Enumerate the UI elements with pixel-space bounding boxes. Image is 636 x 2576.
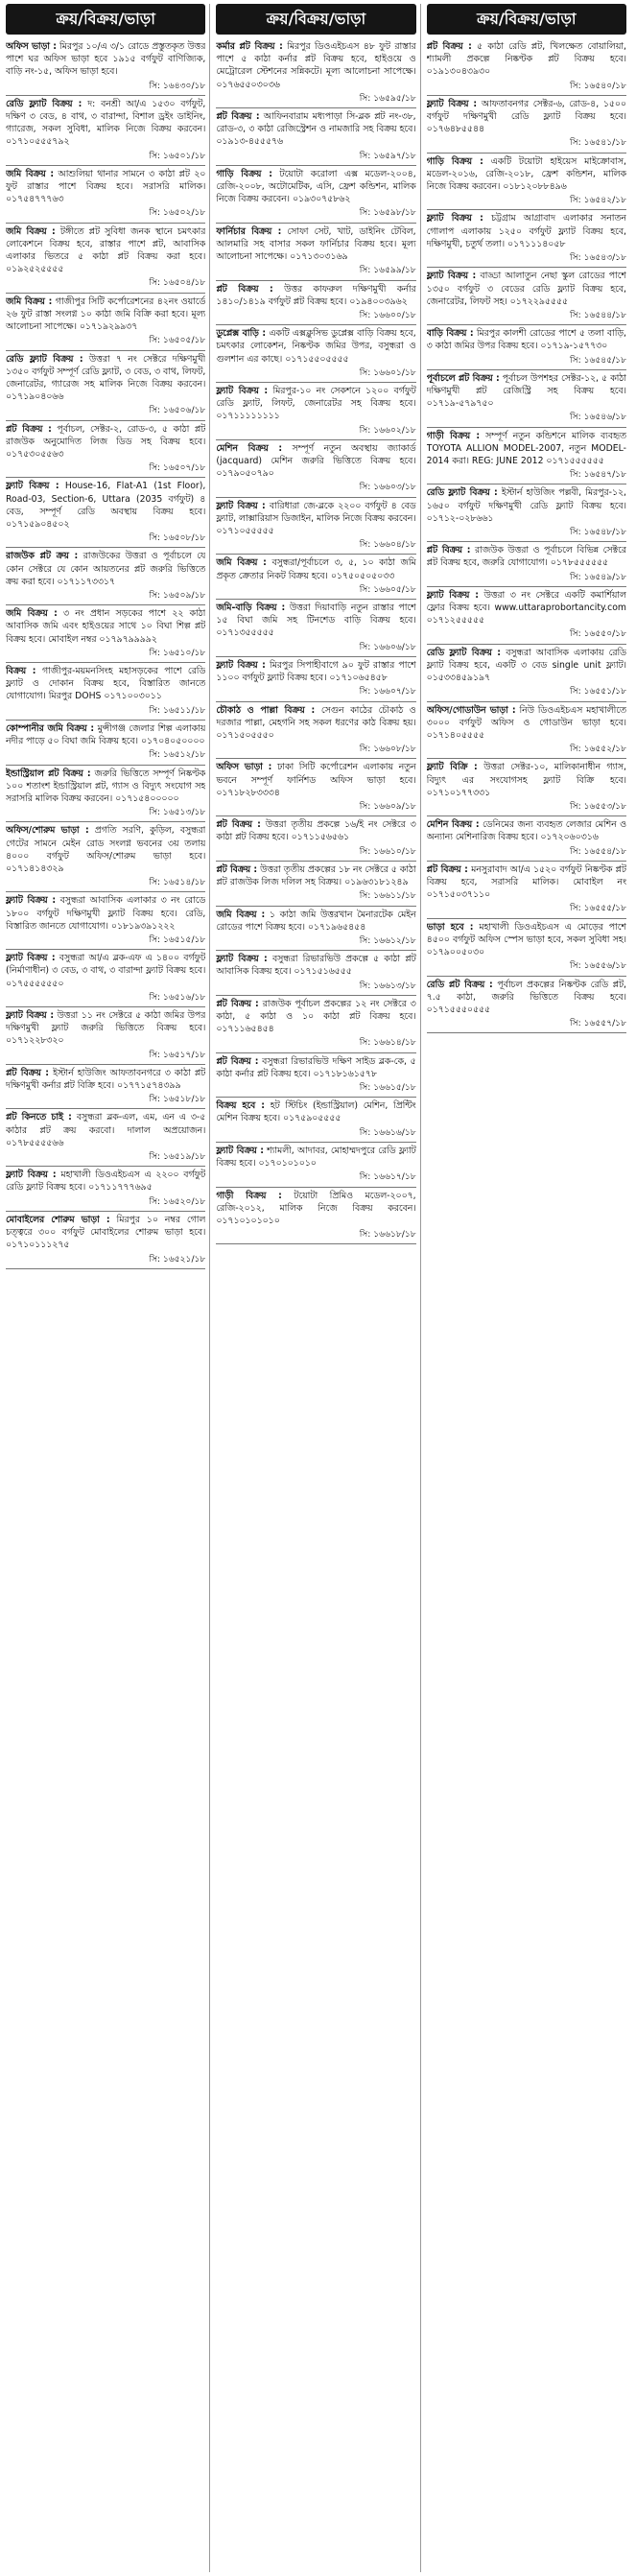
- ad-text: উত্তরা সেক্টর-১০, মালিকানাধীন গ্যাস, বিদ্যুৎ এর সংযোগসহ ফ্ল্যাট বিক্রি হবে। ০১৭১০১৭৭৩৩১: [426, 762, 626, 798]
- ad-code: সি: ১৬৬০০/১৮: [216, 309, 415, 325]
- ad-code: সি: ১৬৫৪০/১৮: [427, 80, 626, 96]
- ad-code: সি: ১৬৫১৩/১৮: [6, 806, 205, 822]
- ad-text: টঙ্গীতে প্লট সুবিধা জনক স্থানে চমৎকার লোকেশনে বিক্রয় হবে, রাস্তার পাশে প্লট, আবাসিক এলাকার ভিতরে ৫ কাঠা প্লট বিক্রয় করা হবে। ০১৯২৫২৫৫৫৫: [6, 225, 206, 275]
- ad-text: বারিধারা জে-ব্লকে ২২০০ বর্গফুট ৪ বেড ফ্ল্যাট, লাক্সারিয়াস ডিজাইন, মালিক নিজে বিক্রয় করবেন। ০১৭১০৫৫৫৫৫: [216, 500, 416, 536]
- ad-code: সি: ১৬৫৪৪/১৮: [427, 309, 626, 325]
- ad-text: উত্তরা দিয়াবাড়ি নতুন রাস্তার পাশে ১৫ বিঘা জমি সহ টিনশেড বাড়ি বিক্রয় হবে। ০১৭১৩৫৫৫৫৫: [216, 603, 416, 639]
- ad-category: ফার্নিচার বিক্রয় :: [216, 225, 282, 237]
- ad-code: সি: ১৬৫১৮/১৮: [6, 1093, 205, 1109]
- classified-ad: [216, 108, 415, 150]
- column-1-ads: [6, 38, 205, 2572]
- ad-code: সি: ১৬৬০৬/১৮: [216, 641, 415, 657]
- classified-ad: [216, 816, 415, 844]
- ad-code: সি: ১৬৬০৭/১৮: [216, 685, 415, 701]
- ad-category: ইন্ডাস্ট্রিয়াল প্লট বিক্রয় :: [6, 768, 91, 779]
- ad-text: চট্টগ্রাম আগ্রাবাদ এলাকার সনাতন গোলাপ এলাকায় ১২৫০ বর্গফুট ফ্ল্যাট বিক্রয় হবে, দক্ষিণমুখী, চতুর্থ তলা। ০১৭১১১৪০৫৮: [426, 213, 626, 249]
- ad-text: রাজউক উত্তরা ও পূর্বাচলে বিভিন্ন সেক্টরে প্লট বিক্রয় হবে, জরুরি যোগাযোগ। ০১৭৮৫৫৫৫৫৫: [426, 545, 626, 569]
- ad-category: রেডি প্লট বিক্রয় :: [426, 979, 493, 990]
- ad-category: ফ্ল্যাট বিক্রয় :: [6, 1010, 55, 1021]
- classified-ad: [427, 325, 626, 353]
- classified-ad: [427, 428, 626, 469]
- classified-ad: [427, 919, 626, 960]
- ad-code: সি: ১৬৬০৩/১৮: [216, 481, 415, 497]
- ad-category: ফ্ল্যাট বিক্রয় :: [216, 659, 266, 671]
- ad-code: সি: ১৬৫৫৩/১৮: [427, 800, 626, 816]
- ad-code: সি: ১৬৬০২/১৮: [216, 424, 415, 440]
- ad-category: ফ্ল্যাট বিক্রয় :: [426, 271, 477, 282]
- ad-text: বসুন্ধরা রিভারভিউ প্রকল্পে ৫ কাঠা প্লট আবাসিক বিক্রয় হবে। ০১৭১৫১৬৫৫৫: [216, 954, 416, 978]
- classified-ad: [6, 38, 205, 80]
- classified-ad: [427, 154, 626, 195]
- ad-text: পূর্বাচল, সেক্টর-২, রোড-৩, ৫ কাঠা প্লট রাজউক অনুমোদিত লিজ ডিড সহ বিক্রয় হবে। ০১৭৫৩০৫৫৬৩: [6, 423, 206, 460]
- ad-code: সি: ১৬৬১০/১৮: [216, 845, 415, 862]
- ad-category: ফ্ল্যাট বিক্রয় :: [6, 953, 56, 964]
- ad-text: সম্পূর্ণ নতুন কন্ডিশনে মালিক ব্যবহৃত TOYOTA ALLION MODEL-2007, নতুন MODEL-2014 করা। REG: JUNE 2012 ০১৭১৫৫৫৫৫৫: [426, 430, 626, 466]
- ad-category: জমি বিক্রয় :: [6, 295, 53, 307]
- column-1: [6, 4, 210, 2572]
- classified-ad: [427, 587, 626, 628]
- classified-ad: [216, 1098, 415, 1125]
- ad-code: সি: ১৬৫৫৭/১৮: [427, 1017, 626, 1033]
- ad-code: সি: ১৬৬০১/১৮: [216, 366, 415, 383]
- column-2-header: ক্রয়/বিক্রয়/ভাড়া: [216, 4, 415, 35]
- ad-code: সি: ১৬৫৯৯/১৮: [216, 264, 415, 280]
- ad-text: বাড্ডা আলাতুন নেছা স্কুল রোডের পাশে ১৩৫০ বর্গফুট ৩ বেডের রেডি ফ্ল্যাট বিক্রয় হবে, জেনারেটর, লিফট সহ। ০১৭২২৯৫৫৫৫: [426, 271, 626, 307]
- ad-code: সি: ১৬৫০৬/১৮: [6, 404, 205, 420]
- ad-text: সোফা সেট, খাট, ডাইনিং টেবিল, আলমারি সহ বাসার সকল ফার্নিচার বিক্রয় হবে। মূল্য আলোচনা সাপেক্ষে। ০১৭১৩০৩১৬৯: [216, 225, 416, 263]
- classified-ad: [6, 351, 205, 405]
- ad-category: প্লট বিক্রয় :: [216, 863, 258, 875]
- classified-ad: [427, 542, 626, 570]
- classified-ad: [216, 281, 415, 309]
- classified-ad: [6, 166, 205, 207]
- classified-ad: [216, 702, 415, 744]
- ad-code: সি: ১৬৫৫০/১৮: [427, 627, 626, 644]
- classified-ad: [427, 484, 626, 526]
- ad-text: জরুরি ভিত্তিতে সম্পূর্ণ নিষ্কণ্টক ১০০ শতাংশ ইন্ডাস্ট্রিয়াল প্লট, গ্যাস ও বিদ্যুৎ সংযোগ সহ সরাসরি মালিক বিক্রয় করবেন। ০১৭১৫৪০০০০০: [6, 768, 206, 804]
- ad-code: সি: ১৬৬০৯/১৮: [216, 800, 415, 816]
- ad-category: ফ্ল্যাট বিক্রয় :: [6, 1170, 57, 1181]
- ad-code: সি: ১৬৬১৬/১৮: [216, 1126, 415, 1143]
- ad-code: সি: ১৬৫০১/১৮: [6, 150, 205, 166]
- classified-ad: [216, 759, 415, 800]
- ad-code: সি: ১৬৫৯৭/১৮: [216, 150, 415, 166]
- ad-category: ভাড়া হবে :: [426, 921, 474, 933]
- classified-ad: [6, 663, 205, 704]
- ad-code: সি: ১৬৫০৭/১৮: [6, 461, 205, 478]
- classified-ad: [216, 224, 415, 265]
- ad-text: মুন্সীগঞ্জ জেলার শিল্প এলাকায় নদীর পাড়ে ৫০ বিঘা জমি বিক্রয় হবে। ০১৭০৪০৫০০০০: [6, 722, 206, 747]
- ad-category: প্লট বিক্রয় :: [426, 545, 471, 556]
- ad-text: রাজউকের উত্তরা ও পূর্বাচলে যে কোন সেক্টরে যে কোন আয়তনের প্লট জরুরি ভিত্তিতে ক্রয় করা হবে। ০১৭১১৭৩৩১৭: [6, 551, 206, 587]
- ad-text: ইস্টার্ন হাউজিং আফতাবনগরে ৩ কাঠা প্লট দক্ষিণমুখী কর্নার প্লট বিক্রি হবে। ০১৭৭১৫৭৪৩৯৯: [6, 1067, 206, 1092]
- ad-category: প্লট বিক্রয় :: [426, 863, 468, 875]
- ad-code: সি: ১৬৫১৪/১৮: [6, 876, 205, 892]
- classified-ad: [6, 1109, 205, 1150]
- ad-text: মিরপুর ১০/এ ৩/১ রোডে প্রস্তুতকৃত উত্তর পাশে ঘর অফিস ভাড়া হবে ১৯১৫ বর্গফুট বাণিজ্যিক, বাড়ি নং-১৫, অফিস ভাড়া হবে।: [6, 41, 206, 78]
- classified-ad: [6, 605, 205, 647]
- ad-category: প্লট বিক্রয় :: [216, 283, 273, 295]
- classified-ad: [6, 421, 205, 462]
- ad-category: অফিস/শোরুম ভাড়া :: [6, 825, 89, 837]
- ad-text: রাজউক পূর্বাচল প্রকল্পের ১২ নং সেক্টরে ৩ কাঠা, ৫ কাঠা ও ১০ কাঠা প্লট বিক্রয় হবে। ০১৭১১৬৫৪৫৪: [216, 998, 416, 1035]
- ad-text: মিরপুর সিপাহীবাগে ৯০ ফুট রাস্তার পাশে ১১০০ বর্গফুট ফ্ল্যাট বিক্রয় হবে। ০১৭১০৬৫৪৫৮: [216, 659, 416, 684]
- ad-text: বসুন্ধরা ব্লক-এল, এম, এন এ ৩-৫ কাঠার প্লট ক্রয় করবো। দালাল অপ্রয়োজন। ০১৭৮৫৫৫৫৬৬: [6, 1112, 206, 1148]
- column-1-header: ক্রয়/বিক্রয়/ভাড়া: [6, 4, 205, 35]
- ad-code: সি: ১৬৬০৮/১৮: [216, 743, 415, 759]
- classified-ad: [427, 645, 626, 686]
- ad-category: প্লট বিক্রয় :: [426, 41, 472, 52]
- ad-text: একটি টয়োটা হাইয়েস মাইক্রোবাস, মডেল-২০১৬, রেজি-২০১৮, ফ্রেশ কন্ডিশন, মালিক নিজে বিক্রয় করবেন। ০১৮১২০৮৮৪৯৬: [426, 155, 626, 193]
- ad-code: সি: ১৬৬১৪/১৮: [216, 1036, 415, 1052]
- classified-ad: [216, 440, 415, 482]
- ad-category: প্লট বিক্রয় :: [6, 1067, 50, 1078]
- ad-category: রেডি ফ্ল্যাট বিক্রয় :: [6, 98, 82, 109]
- ad-category: পূর্বাচলে প্লট বিক্রয় :: [426, 372, 500, 384]
- ad-text: গাজীপুর-ময়মনসিংহ মহাসড়কের পাশে রেডি ফ্ল্যাট ও দোকান বিক্রয় হবে, বিস্তারিত জানতে যোগাযোগ। মিরপুর DOHS ০১৭১০০৩০১১: [6, 666, 206, 702]
- column-3-ads: [427, 38, 626, 2572]
- ad-text: গাজীপুর সিটি কর্পোরেশনের ৪২নং ওয়ার্ডে ২৬ ফুট রাস্তা সংলগ্ন ১০ কাঠা জমি বিক্রি করা হবে। মূল্য আলোচনা সাপেক্ষে। ০১৭১৯২৯৯৩৭: [6, 295, 206, 333]
- ad-category: অফিস/গোডাউন ভাড়া :: [426, 704, 516, 716]
- classified-ad: [6, 96, 205, 150]
- classified-ad: [6, 950, 205, 991]
- ad-category: চৌকাঠ ও পাল্লা বিক্রয় :: [216, 704, 316, 716]
- ad-code: সি: ১৬৫৪৭/১৮: [427, 468, 626, 484]
- ad-code: সি: ১৬৬০৫/১৮: [216, 583, 415, 600]
- ad-code: সি: ১৬৫৪৫/১৮: [427, 354, 626, 370]
- ad-category: রাজউক প্লট ক্রয় :: [6, 551, 79, 562]
- ad-category: গাড়ী বিক্রয় :: [426, 430, 481, 441]
- ad-code: সি: ১৬৫২০/১৮: [6, 1195, 205, 1212]
- ad-category: বিক্রয় :: [6, 666, 36, 677]
- classified-ad: [6, 766, 205, 807]
- classified-ad: [427, 38, 626, 80]
- classified-ad: [216, 555, 415, 582]
- classified-ad: [216, 166, 415, 207]
- ad-code: সি: ১৬৫৪৮/১৮: [427, 526, 626, 542]
- ad-text: পূর্বাচল উপশহর সেক্টর-১২, ৫ কাঠা দক্ষিণমুখী প্লট রেজিস্ট্রি সহ বিক্রয় হবে। ০১৭১৯-৫৭৯৭৫০: [426, 372, 626, 410]
- ad-code: সি: ১৬৫১৫/১৮: [6, 934, 205, 950]
- ad-category: ফ্ল্যাট বিক্রয় :: [426, 589, 479, 601]
- classified-ad: [6, 478, 205, 532]
- column-2-ads: [216, 38, 415, 2572]
- ad-code: সি: ১৬৫৫২/১৮: [427, 743, 626, 759]
- ad-code: সি: ১৬৫৪২/১৮: [427, 194, 626, 210]
- ad-category: রেডি ফ্ল্যাট বিক্রয় :: [426, 647, 501, 658]
- classified-ad: [427, 96, 626, 137]
- ad-category: অফিস ভাড়া :: [6, 41, 57, 52]
- ad-code: সি: ১৬৫৫৪/১৮: [427, 845, 626, 862]
- ad-text: একটি এক্সক্লুসিভ ডুপ্লেক্স বাড়ি বিক্রয় হবে, চমৎকার লোকেশন, নিষ্কণ্টক জমির উপর, বসুন্ধরা ও গুলশান এর কাছে। ০১৭১৫৫০৫৫৫৫: [216, 328, 416, 365]
- classified-ad: [216, 498, 415, 539]
- classified-ad: [427, 210, 626, 251]
- ad-text: উত্তরা ৭ নং সেক্টরে দক্ষিণমুখী ১৩৫০ বর্গফুট সম্পূর্ণ রেডি ফ্ল্যাট, ৩ বেড, ৩ বাথ, লিফট, জেনারেটর, গ্যারেজ সহ মালিক নিজে বিক্রয় করবেন। ০১৭১৯০৪০৬৬: [6, 353, 206, 403]
- classified-ad: [6, 548, 205, 589]
- ad-category: কর্মার প্লট বিক্রয় :: [216, 41, 283, 52]
- column-2: [216, 4, 420, 2572]
- classified-ad: [427, 977, 626, 1018]
- ad-text: প্রগতি সরণি, কুড়িল, বসুন্ধরা গেটের সামনে মেইন রোড সংলগ্ন ভবনের ৩য় তলায় ৪০০০ বর্গফুট অফিস/শোরুম ভাড়া হবে। ০১৭১৪১৪৩২৯: [6, 825, 206, 874]
- ad-code: সি: ১৬৪৩০/১৮: [6, 80, 205, 96]
- classified-ad: [6, 1007, 205, 1049]
- ad-category: মোবাইলের শোরুম ভাড়া :: [6, 1214, 110, 1225]
- ad-category: ফ্ল্যাট বিক্রয় :: [216, 954, 268, 965]
- ad-category: জমি বিক্রয় :: [216, 909, 266, 920]
- ad-category: জমি-বাড়ি বিক্রয় :: [216, 603, 286, 614]
- ad-code: সি: ১৬৫৫৫/১৮: [427, 902, 626, 918]
- ad-text: নিউ ডিওএইচএস মহাখালীতে ৩০০০ বর্গফুট অফিস ও গোডাউন ভাড়া হবে। ০১৭১৪০৫৫৫৫: [426, 704, 626, 741]
- ad-text: ডেনিমের জন্য ব্যবহৃত লেজার মেশিন ও অন্যান্য মেশিনারিজ বিক্রয় হবে। ০১৭২০৬০৩১৬: [426, 819, 626, 843]
- ad-category: গাড়ী বিক্রয় :: [216, 1190, 282, 1201]
- ad-text: উত্তরা ৩ নং সেক্টরে একটি কমার্শিয়াল ফ্লোর বিক্রয় হবে। www.uttaraprobortancity.com ০১৭১২৫৫৫৫৫: [426, 589, 626, 626]
- ad-category: জমি বিক্রয় :: [216, 557, 267, 569]
- ad-text: ঢাকা সিটি কর্পোরেশন এলাকায় নতুন ভবনে সম্পূর্ণ ফার্নিশড অফিস ভাড়া হবে। ০১৭১৮২৮৩৩৩৪: [216, 762, 416, 798]
- ad-code: সি: ১৬৫০২/১৮: [6, 206, 205, 223]
- classified-ad: [427, 370, 626, 412]
- ad-text: ১ কাঠা জমি উত্তরখান মৈনারটেক মেইন রোডের পাশে বিক্রয় হবে। ০১৭১৯৬৫৪৫৪: [216, 909, 416, 933]
- classified-ad: [6, 1065, 205, 1093]
- classified-ad: [427, 702, 626, 744]
- ad-text: টয়োটা প্রিমিও মডেল-২০০৭, রেজি-২০১২, মালিক নিজে বিক্রয় করবেন। ০১৭১০১০১০১০: [216, 1190, 416, 1226]
- ad-text: ৫ কাঠা রেডি প্লট, খিলক্ষেত বোয়ালিয়া, শ্যামলী প্রকল্পে নিষ্কণ্টক প্লট বিক্রয় হবে। ০১৯১৩০৪৩৯৩০: [426, 41, 626, 78]
- ad-code: সি: ১৬৫১২/১৮: [6, 748, 205, 765]
- classified-ad: [6, 224, 205, 277]
- ad-text: আশুলিয়া থানার সামনে ৩ কাঠা প্লট ২০ ফুট রাস্তার পাশে বিক্রয় হবে। সরাসরি মালিক। ০১৭৫৪৭৭৭৬৩: [6, 168, 206, 205]
- ad-code: সি: ১৬৫৪৩/১৮: [427, 251, 626, 268]
- classified-ad: [216, 600, 415, 641]
- ad-category: রেডি ফ্ল্যাট বিক্রয় :: [6, 353, 83, 365]
- ad-text: আফিনবারাম মধ্যপাড়া সি-ব্লক প্লট নং-৩৮, রোড-৩, ৩ কাঠা রেজিস্ট্রেশন ও নামজারি সহ বিক্রয় হবে। ০১৯১৩-৪৫৫৫৭৬: [216, 111, 416, 148]
- ad-category: জমি বিক্রয় :: [6, 168, 55, 179]
- classified-ad: [6, 294, 205, 335]
- ad-code: সি: ১৬৬০৪/১৮: [216, 538, 415, 555]
- ad-code: সি: ১৬৫১৯/১৮: [6, 1150, 205, 1167]
- classified-ad: [427, 862, 626, 903]
- classified-ad: [6, 1212, 205, 1253]
- ad-category: প্লট কিনতে চাই :: [6, 1112, 72, 1123]
- ad-code: সি: ১৬৫১৭/১৮: [6, 1049, 205, 1065]
- ad-code: সি: ১৬৫৪১/১৮: [427, 136, 626, 153]
- classified-ad: [216, 383, 415, 424]
- ad-text: পূর্বাচল প্রকল্পের নিষ্কণ্টক রেডি প্লট, ৭.৫ কাঠা, জরুরি ভিত্তিতে বিক্রয় হবে। ০১৭১৫৫৫০৫৫৫: [426, 979, 626, 1015]
- ad-code: সি: ১৬৬১৫/১৮: [216, 1081, 415, 1098]
- classified-ad: [6, 892, 205, 934]
- ad-category: গাড়ি বিক্রয় :: [426, 155, 483, 167]
- ad-category: প্লট বিক্রয় :: [216, 998, 259, 1009]
- ad-text: উত্তর কাফরুল দক্ষিণমুখী কর্নার ১৪১০/১৪১৯ বর্গফুট প্লট বিক্রয় হবে। ০১৯৪০০৩৯৬২: [216, 283, 416, 307]
- ad-category: কোম্পানীর জমি বিক্রয় :: [6, 722, 95, 734]
- classified-ad: [6, 822, 205, 876]
- ad-category: প্লট বিক্রয় :: [216, 111, 260, 123]
- classified-ad: [216, 657, 415, 685]
- ad-text: মিরপুর-১০ নং সেকশনে ১২০০ বর্গফুট রেডি ফ্ল্যাট, লিফট, জেনারেটর সহ বিক্রয় হবে। ০১৭১১১১১১১১: [216, 385, 416, 422]
- ad-category: অফিস ভাড়া :: [216, 762, 272, 773]
- ad-category: মেশিন বিক্রয় :: [216, 442, 283, 454]
- classified-ad: [216, 38, 415, 92]
- ad-text: সম্পূর্ণ নতুন অবস্থায় জ্যাকার্ড (jacquard) মেশিন জরুরি ভিত্তিতে বিক্রয় হবে। ০১৭৯০৫০৭৯০: [216, 442, 416, 480]
- ad-code: সি: ১৬৫০৮/১৮: [6, 532, 205, 548]
- ad-text: আফতাবনগর সেক্টর-৬, রোড-৪, ১৫০০ বর্গফুট দক্ষিণমুখী রেডি ফ্ল্যাট বিক্রয় হবে। ০১৭৬৪৮৫৫৪৪: [426, 98, 626, 135]
- ad-code: সি: ১৬৬১১/১৮: [216, 889, 415, 906]
- ad-text: ৩ নং প্রধান সড়কের পাশে ২২ কাঠা আবাসিক জমি এবং হাইওয়ের সাথে ১০ বিঘা শিল্প প্লট বিক্রয় হবে। মোবাইল নম্বর ০১৭৯৭৯৯৯৯২: [6, 608, 206, 645]
- ad-text: বসুন্ধরা আ/এ ব্লক-এফ এ ১৪০০ বর্গফুট (নির্মাণাধীন) ৩ বেড, ৩ বাথ, ৩ বারান্দা ফ্ল্যাট বিক্রয় হবে। ০১৭৫৫৫৫৫৫০: [6, 953, 206, 989]
- ad-text: বসুন্ধরা আবাসিক এলাকায় রেডি ফ্ল্যাট বিক্রয় হবে, একটি ৩ বেড single unit ফ্ল্যাট। ০১৫৩৩৪৫৯১৯৭: [426, 647, 626, 684]
- ad-code: সি: ১৬৫৯৮/১৮: [216, 206, 415, 223]
- ad-category: জমি বিক্রয় :: [6, 225, 56, 237]
- ad-category: ফ্ল্যাট বিক্রয় :: [216, 500, 266, 511]
- ad-text: উত্তরা ১১ নং সেক্টরে ৫ কাঠা জমির উপর দক্ষিণমুখী ফ্ল্যাট জরুরি ভিত্তিতে বিক্রয় হবে। ০১৭১২২৮৩২০: [6, 1010, 206, 1047]
- ad-category: ফ্ল্যাট বিক্রয় :: [426, 213, 483, 225]
- ad-code: সি: ১৬৫৯৫/১৮: [216, 92, 415, 108]
- ad-code: সি: ১৬৬১৩/১৮: [216, 980, 415, 996]
- ad-category: মেশিন বিক্রয় :: [426, 819, 480, 831]
- ad-text: দ: বনশ্রী আ/এ ১৫৩০ বর্গফুট, দক্ষিণ ৩ বেড, ৪ বাথ, ৩ বারান্দা, বিশাল ড্রইং ডাইনিং, গ্যারেজ, সকল সুবিধা, মালিক নিজে বিক্রয় করবেন। ০১৭১০৫৫৫৭৯২: [6, 98, 206, 148]
- ad-text: মিরপুর কালশী রোডের পাশে ৫ তলা বাড়ি, ৩ কাঠা জমির উপর বিক্রয় হবে। ০১৭১৯-১৫৭৭৩০: [426, 328, 626, 352]
- ad-category: ফ্ল্যাট বিক্রয় :: [6, 895, 57, 907]
- ad-category: ফ্ল্যাট বিক্রয় :: [216, 1145, 264, 1156]
- classified-ad: [427, 268, 626, 309]
- ad-code: সি: ১৬৬১৭/১৮: [216, 1170, 415, 1187]
- ad-category: ফ্ল্যাট বিক্রয় :: [216, 385, 269, 396]
- ad-text: মিরপুর ডিওএইচএস ৪৮ ফুট রাস্তার পাশে ৫ কাঠা কর্নার প্লট বিক্রয় হবে, হাইওয়ে ও মেট্রোরেল স্টেশনের সন্নিকটে। মূল্য আলোচনা সাপেক্ষে। ০১৭৬৫৫০৩০৩৬: [216, 41, 416, 90]
- ad-category: ফ্ল্যাট বিক্রি :: [426, 762, 478, 773]
- ad-text: সেগুন কাঠের চৌকাঠ ও দরজার পাল্লা, মেহগনি সহ সকল ধরণের কাঠ বিক্রয় হয়। ০১৭১৫০৫৫৫০: [216, 704, 416, 741]
- ad-category: ডুপ্লেক্স বাড়ি :: [216, 328, 267, 340]
- ad-category: প্লট বিক্রয় :: [216, 1055, 259, 1067]
- classified-ad: [6, 1167, 205, 1194]
- ad-category: বাড়ি বিক্রয় :: [426, 328, 474, 340]
- classified-ad: [427, 816, 626, 844]
- ad-text: মহাখালী ডিওএইচএস এ ২২০০ বর্গফুট রেডি ফ্ল্যাট বিক্রয় হবে। ০১৭১১৭৭৭৬৯৫: [6, 1170, 206, 1193]
- ad-code: সি: ১৬৫০৪/১৮: [6, 276, 205, 293]
- ad-code: সি: ১৬৫১০/১৮: [6, 647, 205, 663]
- classified-ad: [6, 721, 205, 748]
- classified-ad: [216, 325, 415, 366]
- ad-category: গাড়ি বিক্রয় :: [216, 168, 272, 179]
- ad-text: শ্যামলী, আদাবর, মোহাম্মদপুরে রেডি ফ্ল্যাট বিক্রয় হবে। ০১৭০১০১০১০: [216, 1145, 416, 1170]
- ad-text: উত্তরা তৃতীয় প্রকল্পের ১৮ নং সেক্টরে ৫ কাঠা প্লট রাজউক লিজ দলিল সহ বিক্রয়। ০১৯৬৩১৮১২৪৯: [216, 863, 416, 888]
- ad-code: সি: ১৬৬১২/১৮: [216, 934, 415, 951]
- ad-text: বসুন্ধরা/পূর্বাচলে ৩, ৫, ১০ কাঠা জমি প্রকৃত ক্রেতার নিকট বিক্রয় হবে। ০১৭৫০৫০৫০৩৩: [216, 557, 416, 581]
- column-3: [427, 4, 630, 2572]
- ad-text: বসুন্ধরা আবাসিক এলাকার ৩ নং রোডে ১৮০০ বর্গফুট দক্ষিণমুখী ফ্ল্যাট বিক্রয় হবে। রেডি, বিস্তারিত জানতে যোগাযোগ। ০১৮১৯৩৯১২২২: [6, 895, 206, 932]
- ad-category: ফ্ল্যাট বিক্রয় :: [6, 481, 59, 492]
- ad-code: সি: ১৬৫০৫/১৮: [6, 334, 205, 350]
- ad-code: সি: ১৬৫৫৬/১৮: [427, 959, 626, 976]
- ad-code: সি: ১৬৫২১/১৮: [6, 1253, 205, 1269]
- classified-ad: [216, 996, 415, 1037]
- ad-text: মিরপুর ১০ নম্বর গোল চত্ত্বরে ৩০০ বর্গফুট মোবাইলের শোরুম ভাড়া হবে। ০১৭১০১১১২৭৫: [6, 1214, 206, 1251]
- ad-text: ইস্টার্ন হাউজিং পল্লবী, মিরপুর-১২, ১৬৫০ বর্গফুট দক্ষিণমুখী রেডি ফ্ল্যাট বিক্রয় হবে। ০১৭১২-০২৮৬৬১: [426, 487, 626, 524]
- ad-category: জমি বিক্রয় :: [6, 608, 58, 620]
- ad-category: ফ্ল্যাট বিক্রয় :: [426, 98, 478, 109]
- ad-category: প্লট বিক্রয় :: [6, 423, 52, 435]
- ad-text: House-16, Flat-A1 (1st Floor), Road-03, Section-6, Uttara (2035 বর্গফুট) ৪ বেড, সম্পূর্ণ রেডি অবস্থায় বিক্রয় হবে। ০১৭১৫৯০৪৫০২: [6, 481, 206, 530]
- ad-code: সি: ১৬৫৪৬/১৮: [427, 411, 626, 427]
- ad-code: সি: ১৬৫১৬/১৮: [6, 991, 205, 1007]
- ad-text: হট স্টিচিং (ইন্ডাস্ট্রিয়াল) মেশিন, প্রিন্টিং মেশিন বিক্রয় হবে। ০১৭৫৯০৫৫৫৫: [216, 1100, 416, 1124]
- ad-text: টয়োটা করোলা এক্স মডেল-২০০৪, রেজি-২০০৮, অটোমেটিক, এসি, ফ্রেশ কন্ডিশন, মালিক নিজে বিক্রয় করবেন। ০১৯৩০৭৫৮৬২: [216, 168, 416, 205]
- ad-code: সি: ১৬৫৪৯/১৮: [427, 571, 626, 587]
- classified-ad: [216, 907, 415, 934]
- ad-category: প্লট বিক্রয় :: [216, 819, 261, 831]
- ad-text: মহাখালী ডিওএইচএস এ মোড়ের পাশে ৪৫০০ বর্গফুট অফিস স্পেস ভাড়া হবে, সকল সুবিধা সহ। ০১৭৯০০৫০৩০: [426, 921, 626, 958]
- classified-ad: [427, 759, 626, 800]
- ad-code: সি: ১৬৫০৯/১৮: [6, 589, 205, 605]
- column-3-header: ক্রয়/বিক্রয়/ভাড়া: [427, 4, 626, 35]
- ad-code: সি: ১৬৬১৮/১৮: [216, 1228, 415, 1244]
- ad-text: উত্তরা তৃতীয় প্রকল্পে ১৬/ই নং সেক্টরে ৩ কাঠা প্লট বিক্রয় হবে। ০১৭১১৫৬৫৬১: [216, 819, 416, 843]
- ad-code: সি: ১৬৫১১/১৮: [6, 704, 205, 721]
- ad-text: মনসুরাবাদ আ/এ ১৫২০ বর্গফুট নিষ্কণ্টক প্লট বিক্রয় হবে, সরাসরি মালিক। মোবাইল নং ০১৭১৫০৩৭১১০: [426, 863, 626, 901]
- classified-ad: [216, 951, 415, 979]
- ad-code: সি: ১৬৫৫১/১৮: [427, 685, 626, 701]
- ad-text: বসুন্ধরা রিভারভিউ দক্ষিণ সাইড ব্লক-কে, ৫ কাঠা কর্নার প্লট বিক্রয় হবে। ০১৭১৮১৬১৫৭৮: [216, 1055, 416, 1079]
- ad-category: রেডি ফ্ল্যাট বিক্রয় :: [426, 487, 498, 499]
- classified-ad: [216, 1143, 415, 1170]
- classified-ad: [216, 1188, 415, 1229]
- ad-category: বিক্রয় হবে :: [216, 1100, 265, 1112]
- classified-ad: [216, 1053, 415, 1081]
- classified-ad: [216, 862, 415, 889]
